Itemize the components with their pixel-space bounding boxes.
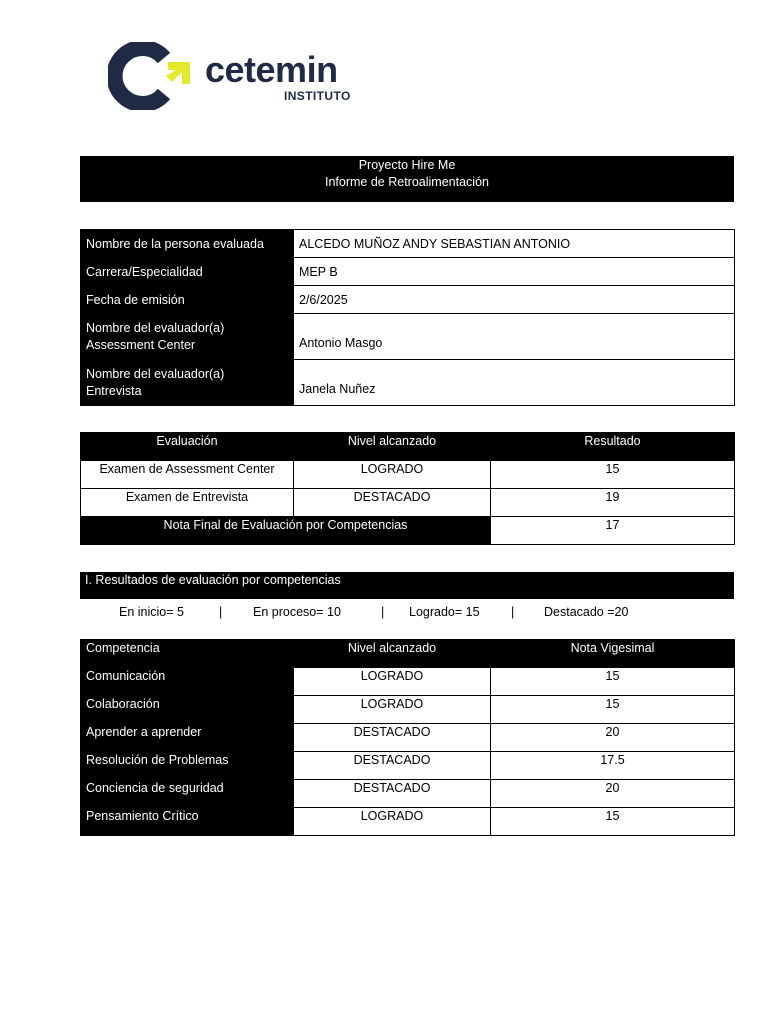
- competency-level: LOGRADO: [294, 696, 491, 724]
- evaluations-table: [80, 432, 735, 545]
- evaluation-result: 15: [491, 461, 735, 489]
- competency-grade: 15: [491, 696, 735, 724]
- info-label: [81, 360, 294, 406]
- info-label-line: Nombre del evaluador(a): [86, 320, 225, 335]
- info-label: [81, 314, 294, 360]
- scale-separator: |: [381, 605, 385, 619]
- table-header-row: [81, 640, 735, 668]
- competency-name: Resolución de Problemas: [81, 752, 294, 780]
- cetemin-c-icon: [108, 42, 198, 110]
- competency-name: Colaboración: [81, 696, 294, 724]
- info-label-line: Assessment Center: [86, 337, 196, 352]
- info-row: [81, 360, 735, 406]
- competency-name: Pensamiento Crítico: [81, 808, 294, 836]
- table-row: [81, 724, 735, 752]
- table-header-row: [81, 433, 735, 461]
- logo-subtitle: INSTITUTO: [284, 89, 351, 103]
- competency-name: Conciencia de seguridad: [81, 780, 294, 808]
- competency-level: LOGRADO: [294, 668, 491, 696]
- info-label: Fecha de emisión: [81, 286, 294, 314]
- competency-level: DESTACADO: [294, 780, 491, 808]
- table-row: [81, 780, 735, 808]
- info-row: [81, 314, 735, 360]
- info-value: MEP B: [294, 258, 735, 286]
- scale-logrado: Logrado= 15: [409, 605, 480, 619]
- info-label: Nombre de la persona evaluada: [81, 230, 294, 258]
- info-label-line: Nombre del evaluador(a): [86, 366, 225, 381]
- column-header: Nivel alcanzado: [294, 640, 491, 668]
- competency-grade: 17.5: [491, 752, 735, 780]
- scale-inicio: En inicio= 5: [119, 605, 184, 619]
- column-header: Competencia: [81, 640, 294, 668]
- evaluation-name: Examen de Assessment Center: [81, 461, 294, 489]
- column-header: Evaluación: [81, 433, 294, 461]
- competency-grade: 15: [491, 808, 735, 836]
- column-header: Nivel alcanzado: [294, 433, 491, 461]
- competency-name: Comunicación: [81, 668, 294, 696]
- final-grade-value: 17: [491, 517, 735, 545]
- column-header: Resultado: [491, 433, 735, 461]
- competency-level: LOGRADO: [294, 808, 491, 836]
- info-label-line: Entrevista: [86, 383, 142, 398]
- scale-separator: |: [511, 605, 515, 619]
- cetemin-logo: [108, 42, 368, 110]
- table-row: [81, 696, 735, 724]
- table-row: [81, 489, 735, 517]
- competency-grade: 15: [491, 668, 735, 696]
- info-value: 2/6/2025: [294, 286, 735, 314]
- info-value: Antonio Masgo: [294, 314, 735, 360]
- info-row: [81, 230, 735, 258]
- competencies-table: [80, 639, 735, 836]
- table-row: [81, 808, 735, 836]
- competency-level: DESTACADO: [294, 752, 491, 780]
- evaluee-info-table: [80, 229, 735, 406]
- report-title-bar: [80, 156, 734, 202]
- table-row: [81, 752, 735, 780]
- scale-proceso: En proceso= 10: [253, 605, 341, 619]
- table-row: [81, 668, 735, 696]
- logo-wordmark: cetemin: [205, 49, 338, 90]
- info-value: Janela Nuñez: [294, 360, 735, 406]
- info-value: ALCEDO MUÑOZ ANDY SEBASTIAN ANTONIO: [294, 230, 735, 258]
- evaluation-level: LOGRADO: [294, 461, 491, 489]
- scale-separator: |: [219, 605, 223, 619]
- evaluation-result: 19: [491, 489, 735, 517]
- section-title: I. Resultados de evaluación por competencias: [80, 572, 734, 599]
- info-row: [81, 258, 735, 286]
- table-row: [81, 461, 735, 489]
- competency-name: Aprender a aprender: [81, 724, 294, 752]
- info-row: [81, 286, 735, 314]
- competency-level: DESTACADO: [294, 724, 491, 752]
- project-title: Proyecto Hire Me: [358, 158, 456, 172]
- final-grade-row: [81, 517, 735, 545]
- evaluation-level: DESTACADO: [294, 489, 491, 517]
- final-grade-label: Nota Final de Evaluación por Competencias: [81, 517, 491, 545]
- report-title: Informe de Retroalimentación: [325, 175, 489, 189]
- scale-destacado: Destacado =20: [544, 605, 629, 619]
- competency-grade: 20: [491, 724, 735, 752]
- column-header: Nota Vigesimal: [491, 640, 735, 668]
- info-label: Carrera/Especialidad: [81, 258, 294, 286]
- competency-grade: 20: [491, 780, 735, 808]
- evaluation-name: Examen de Entrevista: [81, 489, 294, 517]
